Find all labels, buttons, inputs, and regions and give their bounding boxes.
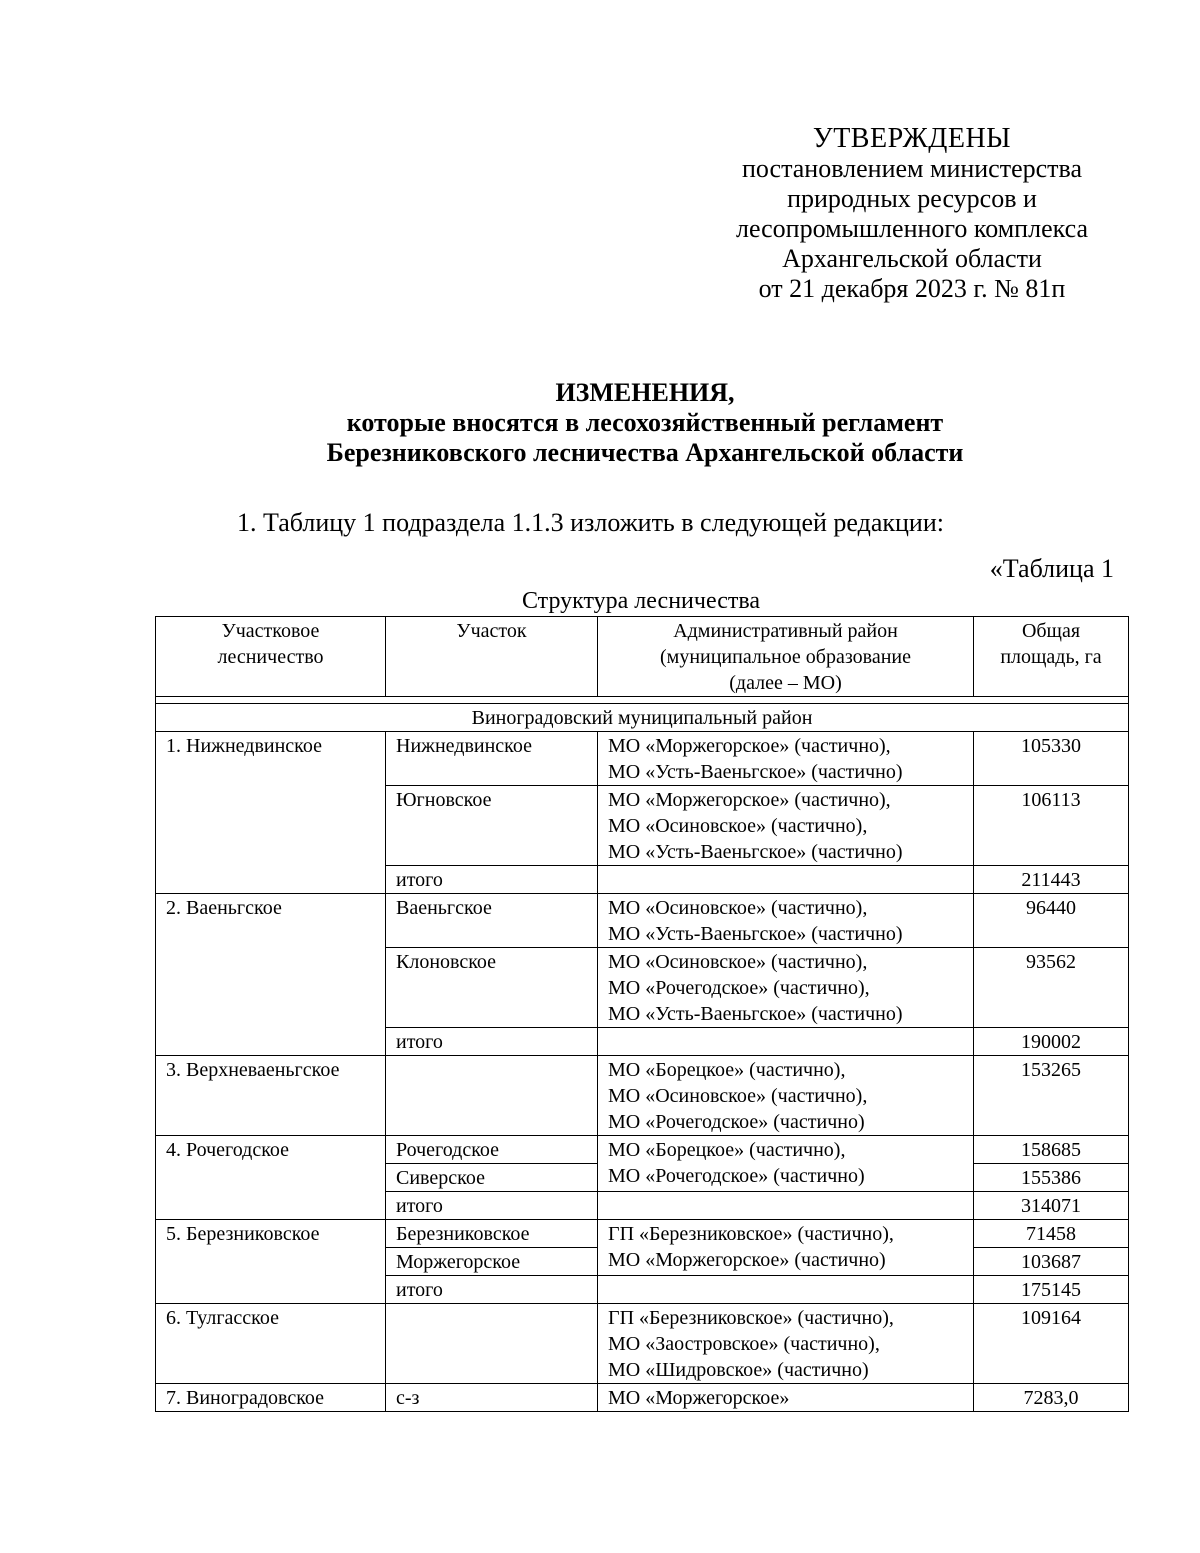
plot-cell: итого xyxy=(386,866,598,894)
table-row xyxy=(156,1056,1129,1136)
approval-block xyxy=(712,124,1112,304)
mo-cell xyxy=(598,866,974,894)
plot-cell xyxy=(386,1304,598,1384)
heading-subtitle: Березниковского лесничества Архангельской области xyxy=(326,438,964,467)
forestry-cell: 5. Березниковское xyxy=(156,1220,386,1304)
table-row xyxy=(156,732,1129,786)
approval-line: лесопромышленного комплекса xyxy=(735,214,1088,243)
table-header-row xyxy=(156,617,1129,697)
forestry-structure-table xyxy=(155,616,1129,1412)
mo-cell: МО «Борецкое» (частично), МО «Осиновское» (частично), МО «Рочегодское» (частично) xyxy=(598,1056,974,1136)
table-label: «Таблица 1 xyxy=(989,554,1114,583)
plot-cell: Рочегодское xyxy=(386,1136,598,1164)
forestry-cell: 3. Верхневаеньгское xyxy=(156,1056,386,1136)
area-cell: 109164 xyxy=(974,1304,1129,1384)
approval-title: УТВЕРЖДЕНЫ xyxy=(812,123,1012,154)
area-cell: 96440 xyxy=(974,894,1129,948)
heading-title: ИЗМЕНЕНИЯ, xyxy=(555,378,735,407)
district-name: Виноградовский муниципальный район xyxy=(156,704,1129,732)
area-cell: 105330 xyxy=(974,732,1129,786)
plot-cell: Сиверское xyxy=(386,1164,598,1192)
mo-cell: ГП «Березниковское» (частично), МО «Заостровское» (частично), МО «Шидровское» (частично) xyxy=(598,1304,974,1384)
plot-cell: Нижнедвинское xyxy=(386,732,598,786)
mo-cell: МО «Моржегорское» xyxy=(598,1384,974,1412)
area-cell: 7283,0 xyxy=(974,1384,1129,1412)
document-heading xyxy=(0,378,1200,468)
mo-cell: ГП «Березниковское» (частично), МО «Моржегорское» (частично) xyxy=(598,1220,974,1276)
plot-cell: с-з xyxy=(386,1384,598,1412)
plot-cell: Югновское xyxy=(386,786,598,866)
forestry-cell: 1. Нижнедвинское xyxy=(156,732,386,894)
area-cell: 71458 xyxy=(974,1220,1129,1248)
area-cell: 314071 xyxy=(974,1192,1129,1220)
district-row xyxy=(156,704,1129,732)
table-row xyxy=(156,1136,1129,1164)
instruction-paragraph: 1. Таблицу 1 подраздела 1.1.3 изложить в следующей редакции: xyxy=(237,508,944,537)
mo-cell: МО «Осиновское» (частично), МО «Усть-Ваеньгское» (частично) xyxy=(598,894,974,948)
area-cell: 93562 xyxy=(974,948,1129,1028)
mo-cell xyxy=(598,1276,974,1304)
area-cell: 158685 xyxy=(974,1136,1129,1164)
mo-cell: МО «Моржегорское» (частично), МО «Усть-Ваеньгское» (частично) xyxy=(598,732,974,786)
approval-line: постановлением министерства xyxy=(741,154,1083,183)
forestry-cell: 6. Тулгасское xyxy=(156,1304,386,1384)
plot-cell: Клоновское xyxy=(386,948,598,1028)
plot-cell: итого xyxy=(386,1192,598,1220)
plot-cell: Березниковское xyxy=(386,1220,598,1248)
mo-cell xyxy=(598,1028,974,1056)
area-cell: 103687 xyxy=(974,1248,1129,1276)
mo-cell: МО «Моржегорское» (частично), МО «Осиновское» (частично), МО «Усть-Ваеньгское» (частично) xyxy=(598,786,974,866)
forestry-cell: 2. Ваеньгское xyxy=(156,894,386,1056)
approval-line: от 21 декабря 2023 г. № 81п xyxy=(758,274,1066,303)
area-cell: 175145 xyxy=(974,1276,1129,1304)
table-title: Структура лесничества xyxy=(521,588,761,614)
area-cell: 190002 xyxy=(974,1028,1129,1056)
plot-cell: итого xyxy=(386,1028,598,1056)
plot-cell: Моржегорское xyxy=(386,1248,598,1276)
approval-line: Архангельской области xyxy=(782,244,1042,273)
header-plot: Участок xyxy=(386,617,598,697)
area-cell: 211443 xyxy=(974,866,1129,894)
heading-subtitle: которые вносятся в лесохозяйственный регламент xyxy=(346,408,944,437)
area-cell: 155386 xyxy=(974,1164,1129,1192)
forestry-cell: 4. Рочегодское xyxy=(156,1136,386,1220)
mo-cell: МО «Борецкое» (частично), МО «Рочегодское» (частично) xyxy=(598,1136,974,1192)
area-cell: 106113 xyxy=(974,786,1129,866)
header-area: Общая площадь, га xyxy=(974,617,1129,697)
forestry-cell: 7. Виноградовское xyxy=(156,1384,386,1412)
approval-line: природных ресурсов и xyxy=(787,184,1037,213)
table-row xyxy=(156,1304,1129,1384)
mo-cell: МО «Осиновское» (частично), МО «Рочегодское» (частично), МО «Усть-Ваеньгское» (частично) xyxy=(598,948,974,1028)
table-row xyxy=(156,894,1129,948)
plot-cell: итого xyxy=(386,1276,598,1304)
mo-cell xyxy=(598,1192,974,1220)
header-admin-district: Административный район (муниципальное образование (далее – МО) xyxy=(598,617,974,697)
plot-cell xyxy=(386,1056,598,1136)
header-gap xyxy=(156,697,1129,704)
table-row xyxy=(156,1384,1129,1412)
plot-cell: Ваеньгское xyxy=(386,894,598,948)
header-forestry: Участковое лесничество xyxy=(156,617,386,697)
area-cell: 153265 xyxy=(974,1056,1129,1136)
table-row xyxy=(156,1220,1129,1248)
